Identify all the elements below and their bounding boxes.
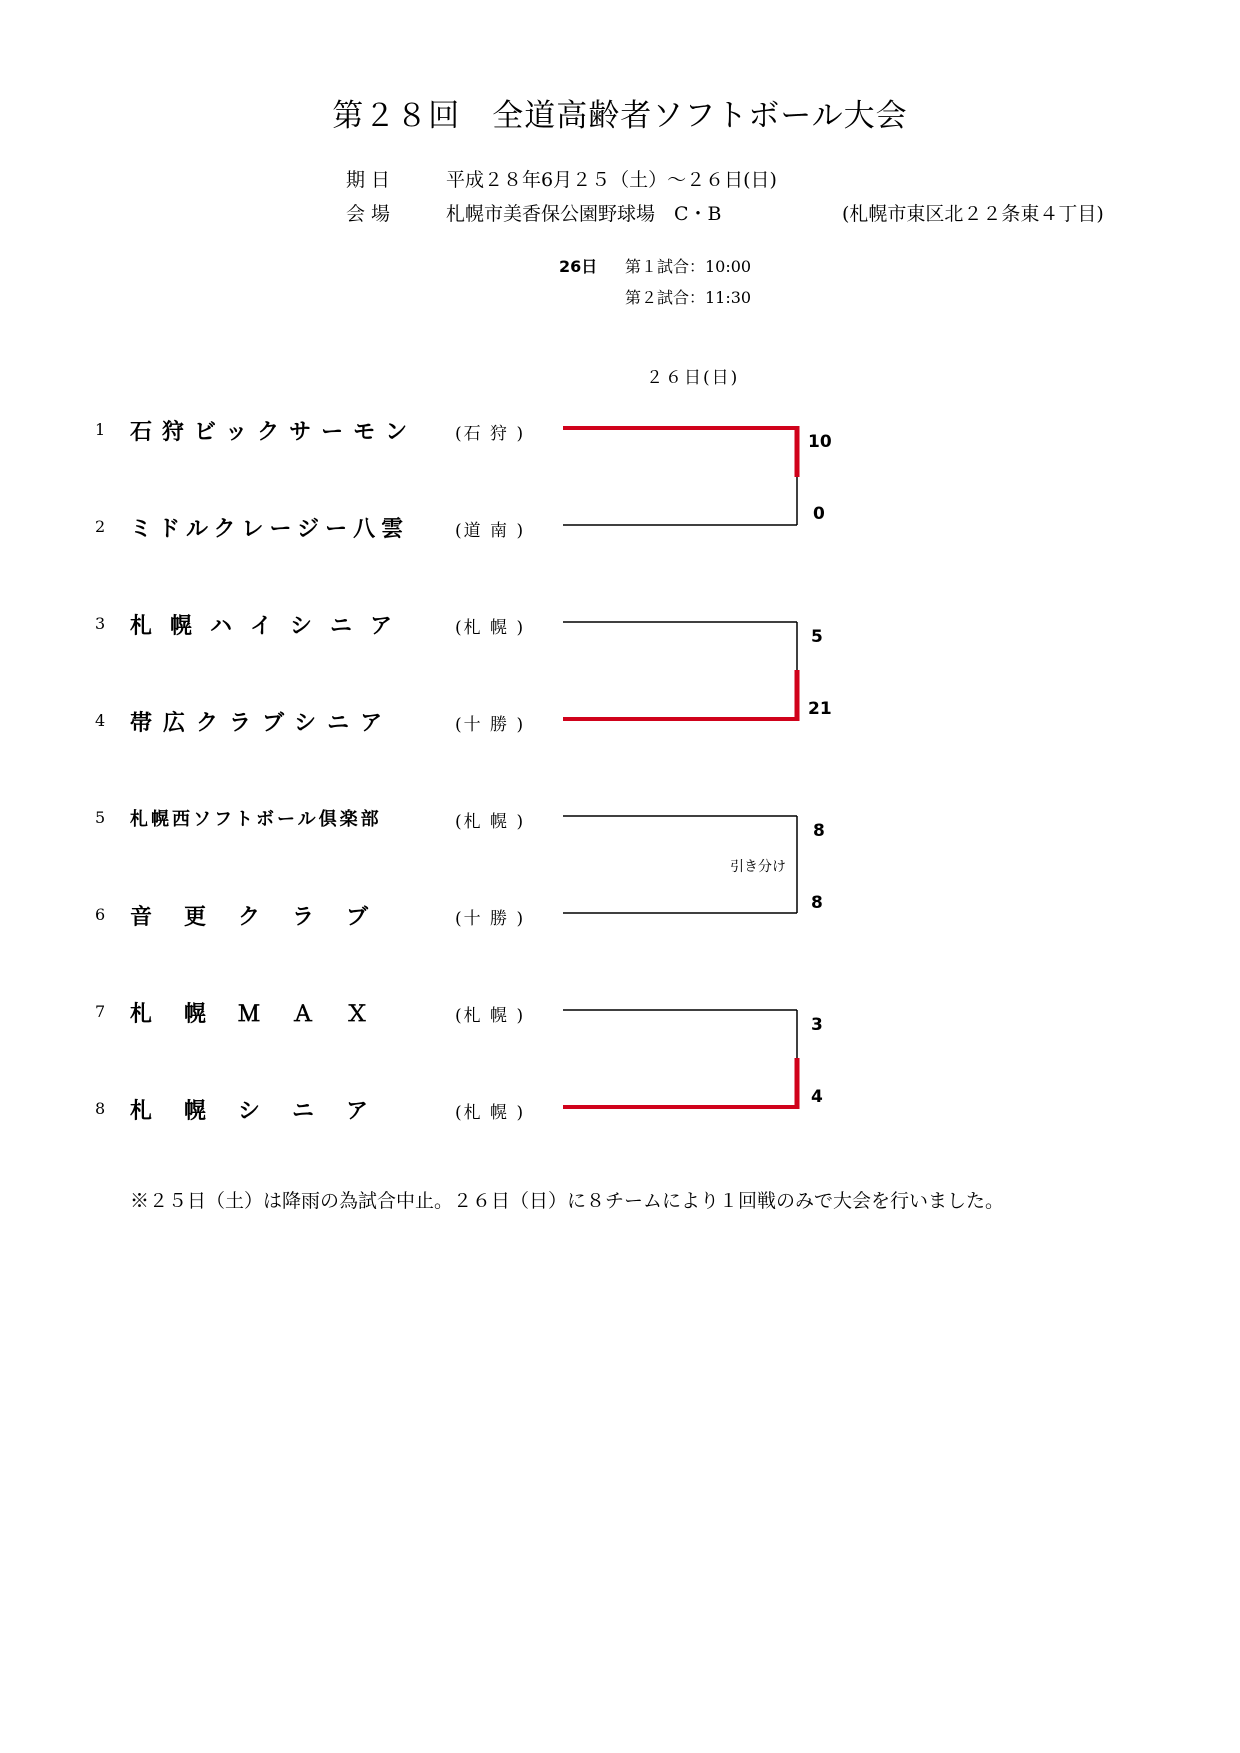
schedule-game1: 第１試合：10:00 [625, 257, 752, 276]
team-name: 札幌西ソフトボール倶楽部 [130, 809, 382, 830]
score-match2-top: 5 [811, 627, 823, 647]
team-number: 6 [95, 905, 106, 924]
team-number: 4 [95, 711, 106, 730]
team-region: (札 幌 ) [455, 1006, 526, 1026]
venue-address: (札幌市東区北２２条東４丁目) [842, 203, 1104, 225]
schedule-day: 26日 [559, 257, 598, 276]
team-number: 5 [95, 808, 106, 827]
team-number: 7 [95, 1002, 106, 1021]
team-name: 石狩ビックサーモン [130, 419, 418, 445]
score-match4-bottom: 4 [811, 1087, 823, 1107]
score-match1-top: 10 [808, 432, 832, 452]
team-name: 札 幌 シ ニ ア [130, 1098, 374, 1124]
date-label: 期 日 [346, 169, 391, 191]
team-name: ミドルクレージー八雲 [130, 516, 410, 542]
date-value: 平成２８年6月２５（土）～２６日(日) [446, 169, 777, 191]
venue-label: 会 場 [346, 203, 391, 225]
team-name: 帯広クラブシニア [130, 710, 394, 736]
team-name: 音 更 ク ラ ブ [130, 904, 374, 930]
score-match1-bottom: 0 [813, 504, 825, 524]
score-match2-bottom: 21 [808, 699, 832, 719]
schedule-game2: 第２試合：11:30 [625, 288, 752, 307]
bracket-day-label: ２６日(日) [646, 368, 740, 388]
team-region: (札 幌 ) [455, 812, 526, 832]
footnote: ※２５日（土）は降雨の為試合中止。２６日（日）に８チームにより１回戦のみで大会を行いました。 [130, 1190, 1005, 1212]
team-region: (十 勝 ) [455, 715, 526, 735]
team-number: 3 [95, 614, 106, 633]
team-name: 札 幌 Ｍ Ａ Ｘ [130, 1001, 374, 1027]
team-region: (札 幌 ) [455, 1103, 526, 1123]
page-title: 第２８回 全道高齢者ソフトボール大会 [332, 98, 908, 134]
team-region: (石 狩 ) [455, 424, 526, 444]
team-number: 1 [95, 420, 106, 439]
score-match3-bottom: 8 [811, 893, 823, 913]
score-match4-top: 3 [811, 1015, 823, 1035]
score-match3-top: 8 [813, 821, 825, 841]
team-region: (十 勝 ) [455, 909, 526, 929]
team-region: (道 南 ) [455, 521, 526, 541]
team-name: 札幌ハイシニア [130, 613, 411, 639]
draw-label: 引き分け [730, 859, 786, 875]
venue-value: 札幌市美香保公園野球場 C・B [446, 203, 722, 225]
team-number: 2 [95, 517, 106, 536]
team-number: 8 [95, 1099, 106, 1118]
team-region: (札 幌 ) [455, 618, 526, 638]
